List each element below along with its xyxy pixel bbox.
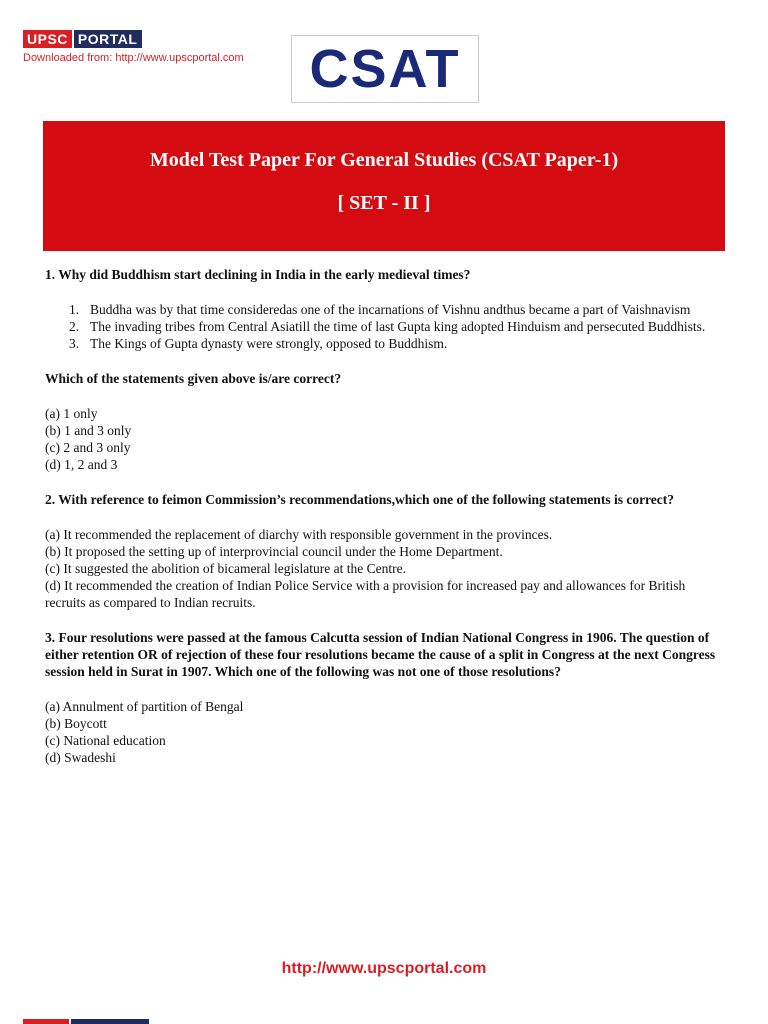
question-3 — [45, 629, 723, 766]
question-title: 1. Why did Buddhism start declining in India in the early medieval times? — [45, 267, 471, 282]
statement-item — [45, 301, 723, 318]
statement-text: The invading tribes from Central Asiatill the time of last Gupta king adopted Hinduism and persecuted Buddhists. — [90, 319, 706, 334]
statement-text: The Kings of Gupta dynasty were strongly, opposed to Buddhism. — [90, 336, 448, 351]
question-1 — [45, 266, 723, 473]
option-list — [45, 698, 723, 766]
option-list — [45, 405, 723, 473]
footer-website-link[interactable]: http://www.upscportal.com — [281, 960, 487, 977]
option-item: (a) Annulment of partition of Bengal — [45, 699, 244, 714]
footer-logo-strip — [23, 1019, 149, 1024]
questions-content — [45, 266, 723, 766]
question-2 — [45, 491, 723, 611]
option-item: (a) 1 only — [45, 406, 98, 421]
statement-number: 2. — [69, 319, 80, 334]
logo-portal-text: PORTAL — [72, 30, 143, 48]
statement-text: Buddha was by that time consideredas one of the incarnations of Vishnu andthus became a part of Vaishnavism — [90, 302, 691, 317]
statement-item — [45, 318, 723, 335]
option-item: (b) 1 and 3 only — [45, 423, 132, 438]
paper-set: [ SET - II ] — [337, 192, 431, 214]
statement-number: 3. — [69, 336, 80, 351]
downloaded-from-link[interactable]: Downloaded from: http://www.upscportal.com — [23, 52, 244, 64]
upsc-portal-logo — [23, 30, 142, 48]
option-item: (a) It recommended the replacement of diarchy with responsible government in the provinces. — [45, 527, 553, 542]
question-title: 2. With reference to feimon Commission’s recommendations,which one of the following statements is correct? — [45, 492, 675, 507]
option-list — [45, 526, 723, 611]
option-item: (c) 2 and 3 only — [45, 440, 131, 455]
logo-upsc-text: UPSC — [23, 30, 72, 48]
option-item: (d) Swadeshi — [45, 750, 116, 765]
option-item: (d) It recommended the creation of Indian Police Service with a provision for increased pay and allowances for British recruits as compared to Indian recruits. — [45, 578, 686, 610]
question-subprompt: Which of the statements given above is/are correct? — [45, 371, 342, 386]
statement-item — [45, 335, 723, 352]
statement-list — [45, 301, 723, 352]
statement-number: 1. — [69, 302, 80, 317]
csat-logo — [291, 35, 479, 103]
option-item: (d) 1, 2 and 3 — [45, 457, 118, 472]
question-title: 3. Four resolutions were passed at the famous Calcutta session of Indian National Congress in 1906. The question of either retention OR of rejection of these four resolutions became the cause of a split in Congress at the next Congress session held in Surat in 1907. Which one of the following was not one of those resolutions? — [45, 630, 716, 679]
option-item: (b) Boycott — [45, 716, 107, 731]
option-item: (c) National education — [45, 733, 166, 748]
csat-logo-text: CSAT — [309, 39, 461, 99]
option-item: (c) It suggested the abolition of bicameral legislature at the Centre. — [45, 561, 406, 576]
paper-title: Model Test Paper For General Studies (CSAT Paper-1) — [149, 149, 619, 171]
option-item: (b) It proposed the setting up of interprovincial council under the Home Department. — [45, 544, 503, 559]
title-banner — [43, 121, 725, 251]
